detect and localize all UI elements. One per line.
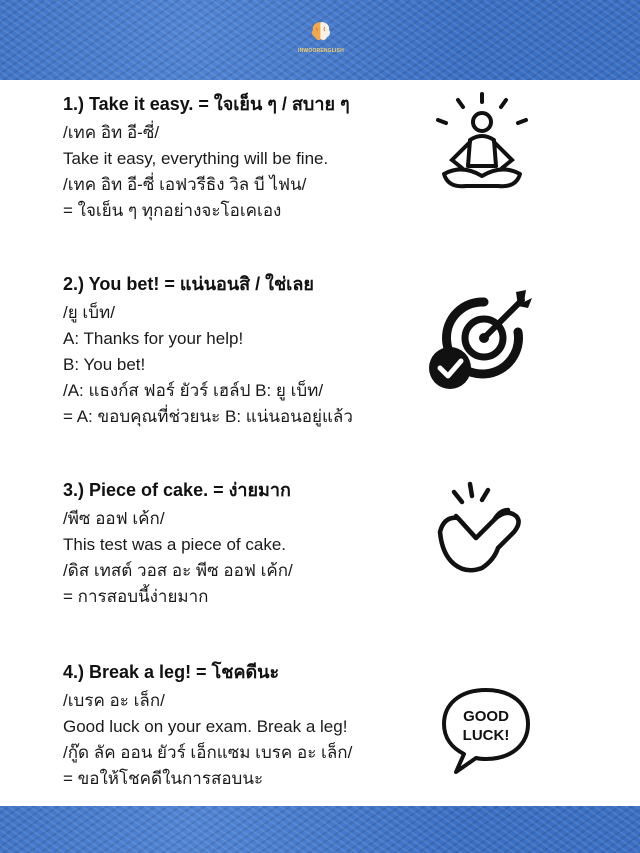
good-luck-bubble-icon	[436, 684, 536, 780]
phrase-line: /ยู เบ็ท/	[63, 303, 115, 322]
content-panel	[0, 80, 640, 806]
finger-snap-icon	[436, 480, 526, 576]
phrase-line: A: Thanks for your help!	[63, 329, 244, 348]
phrase-section-3	[63, 478, 423, 610]
meditation-icon	[432, 92, 532, 200]
phrase-heading: 1.) Take it easy. = ใจเย็น ๆ / สบาย ๆ	[63, 94, 350, 114]
brain-logo-icon	[309, 20, 333, 42]
phrase-line: B: You bet!	[63, 355, 146, 374]
bubble-text-good: GOOD	[463, 708, 509, 725]
phrase-line: /กู๊ด ลัค ออน ยัวร์ เอ็กแซม เบรค อะ เล็ก/	[63, 743, 353, 762]
phrase-line: /เบรค อะ เล็ก/	[63, 691, 165, 710]
target-check-icon	[428, 288, 536, 392]
phrase-line: /A: แธงก์ส ฟอร์ ยัวร์ เฮล์ป B: ยู เบ็ท/	[63, 381, 324, 400]
phrase-line: This test was a piece of cake.	[63, 535, 286, 554]
phrase-heading: 4.) Break a leg! = โชคดีนะ	[63, 662, 280, 682]
footer-band	[0, 806, 640, 853]
phrase-line: /พีซ ออฟ เค้ก/	[63, 509, 165, 528]
phrase-heading: 2.) You bet! = แน่นอนสิ / ใช่เลย	[63, 274, 314, 294]
phrase-line: = ขอให้โชคดีในการสอบนะ	[63, 769, 264, 788]
phrase-line: Good luck on your exam. Break a leg!	[63, 717, 348, 736]
phrase-line: /เทค อิท อี-ซี่/	[63, 123, 160, 142]
phrase-section-4	[63, 660, 423, 792]
phrase-line: /เทค อิท อี-ซี่ เอฟวรีธิง วิล บี ไฟน/	[63, 175, 307, 194]
phrase-line: = A: ขอบคุณที่ช่วยนะ B: แน่นอนอยู่แล้ว	[63, 407, 353, 426]
phrase-heading: 3.) Piece of cake. = ง่ายมาก	[63, 480, 291, 500]
bubble-text-luck: LUCK!	[462, 727, 510, 744]
brand-logo-text: INWOORENGLISH	[298, 48, 344, 54]
phrase-line: /ดิส เทสต์ วอส อะ พีซ ออฟ เค้ก/	[63, 561, 293, 580]
phrase-section-2	[63, 272, 423, 430]
brand-logo	[297, 20, 345, 54]
phrase-line: = การสอบนี้ง่ายมาก	[63, 587, 209, 606]
phrase-section-1	[63, 92, 423, 224]
phrase-line: = ใจเย็น ๆ ทุกอย่างจะโอเคเอง	[63, 201, 282, 220]
phrase-line: Take it easy, everything will be fine.	[63, 149, 329, 168]
